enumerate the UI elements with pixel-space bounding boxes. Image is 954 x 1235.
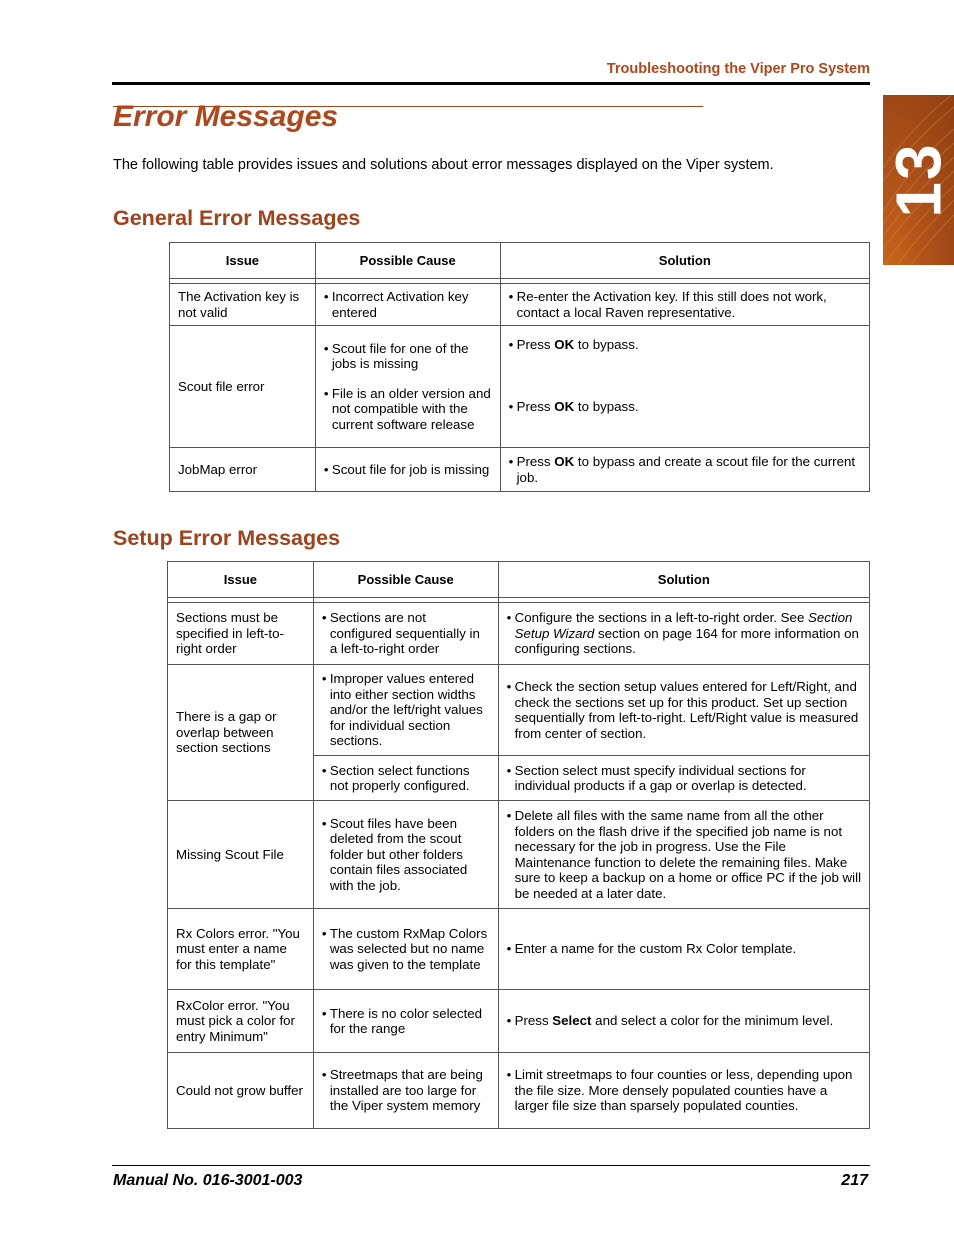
issue-cell: Rx Colors error. "You must enter a name for this template" xyxy=(176,925,300,972)
issue-cell: The Activation key is not valid xyxy=(178,289,300,320)
solution-cell: Limit streetmaps to four counties or less, depending upon the file size. More densely populated counties have a larger file size than sparsely populated counties. xyxy=(514,1067,853,1114)
cause-cell: Incorrect Activation key entered xyxy=(331,289,469,320)
header-rule xyxy=(112,82,870,85)
cause-cell: There is no color selected for the range xyxy=(329,1005,483,1036)
solution-cell: Delete all files with the same name from all the other folders on the flash drive if the specified job name is not necessary for the job in progress. Use the File Maintenance function to delete the remaining files. Make sure to keep a backup on a home or office PC if the job will be needed at a later date. xyxy=(514,808,862,901)
column-header-solution: Solution xyxy=(500,243,869,279)
column-header-issue: Issue xyxy=(168,562,314,598)
intro-paragraph: The following table provides issues and solutions about error messages displayed on the Viper system. xyxy=(113,157,774,173)
solution-cell: Press OK to bypass. xyxy=(516,337,639,352)
chapter-tab xyxy=(883,95,954,265)
table-row: Sections must be specified in left-to-right order • Sections are not configured sequentially in a left-to-right order • Configure the sections in a left-to-right order. See Section Setup Wizard section on page 164 for more information on configuring sections. xyxy=(168,603,870,665)
cause-cell: The custom RxMap Colors was selected but no name was given to the template xyxy=(329,925,488,972)
issue-cell: Could not grow buffer xyxy=(176,1082,303,1098)
cause-cell: Streetmaps that are being installed are too large for the Viper system memory xyxy=(329,1067,483,1114)
page-title: Error Messages xyxy=(113,100,339,133)
cause-cell: File is an older version and not compatible with the current software release xyxy=(331,385,491,432)
table-row: The Activation key is not valid • Incorrect Activation key entered • Re-enter the Activation key. If this still does not work, contact a local Raven representative. xyxy=(170,284,870,326)
page-number: 217 xyxy=(841,1172,868,1189)
setup-errors-heading: Setup Error Messages xyxy=(113,526,341,550)
column-header-solution: Solution xyxy=(498,562,869,598)
column-header-cause: Possible Cause xyxy=(315,243,500,279)
column-header-issue: Issue xyxy=(170,243,316,279)
table-row: Missing Scout File • Scout files have been deleted from the scout folder but other folders contain files associated with the job. • Delete all files with the same name from all the other folders on the flash drive if the specified job name is not necessary for the job in progress. Use the File Maintenance function to delete the remaining files. Make sure to keep a backup on a home or office PC if the job will be needed at a later date. xyxy=(168,801,870,909)
table-header-row xyxy=(170,243,870,279)
column-header-cause: Possible Cause xyxy=(313,562,498,598)
issue-cell: JobMap error xyxy=(178,461,258,477)
issue-cell: There is a gap or overlap between section sections xyxy=(176,709,277,756)
cause-cell: Sections are not configured sequentially in a left-to-right order xyxy=(329,610,480,657)
cause-cell: Improper values entered into either section widths and/or the left/right values for individual section sections. xyxy=(329,671,483,749)
table-row: RxColor error. "You must pick a color for entry Minimum" • There is no color selected for the range • Press Select and select a color for the minimum level. xyxy=(168,990,870,1053)
solution-cell: Press Select and select a color for the minimum level. xyxy=(514,1013,834,1029)
solution-cell: Press OK to bypass and create a scout file for the current job. xyxy=(516,454,856,485)
solution-cell: Enter a name for the custom Rx Color template. xyxy=(514,941,797,957)
table-row: There is a gap or overlap between section sections • Improper values entered into either section widths and/or the left/right values for individual section sections. • Check the section setup values entered for Left/Right, and check the sections set up for this product. Set up section sequentially from left-to-right. Left/Right value is measured from center of section. xyxy=(168,665,870,756)
solution-cell: Section select must specify individual sections for individual products if a gap or overlap is detected. xyxy=(514,762,807,793)
issue-cell: Missing Scout File xyxy=(176,846,284,862)
issue-cell: Scout file error xyxy=(178,378,265,394)
table-row: JobMap error • Scout file for job is missing • Press OK to bypass and create a scout file for the current job. xyxy=(170,448,870,492)
cause-cell: Section select functions not properly configured. xyxy=(329,762,470,793)
table-row: Rx Colors error. "You must enter a name for this template" • The custom RxMap Colors was selected but no name was given to the template • Enter a name for the custom Rx Color template. xyxy=(168,909,870,990)
setup-errors-table xyxy=(167,561,870,1129)
general-errors-heading: General Error Messages xyxy=(113,206,361,230)
manual-number: Manual No. 016-3001-003 xyxy=(113,1172,303,1189)
cause-cell: Scout files have been deleted from the scout folder but other folders contain files associated with the job. xyxy=(329,815,468,893)
solution-cell: Press OK to bypass. xyxy=(516,398,639,414)
table-row: Scout file error • Scout file for one of the jobs is missing • File is an older version and not compatible with the current software release • Press OK to bypass. • Press OK to bypass. xyxy=(170,326,870,448)
issue-cell: RxColor error. "You must pick a color for entry Minimum" xyxy=(176,997,295,1044)
cause-cell: Scout file for one of the jobs is missing xyxy=(331,340,469,372)
solution-cell: Configure the sections in a left-to-right order. See Section Setup Wizard section on page 164 for more information on configuring sections. xyxy=(514,610,859,657)
solution-cell: Check the section setup values entered for Left/Right, and check the sections set up for this product. Set up section sequentially from left-to-right. Left/Right value is measured from center of section. xyxy=(514,679,859,741)
chapter-number: 13 xyxy=(883,142,954,218)
table-row: • Section select functions not properly configured. • Section select must specify individual sections for individual products if a gap or overlap is detected. xyxy=(168,756,870,801)
running-header-title: Troubleshooting the Viper Pro System xyxy=(606,61,870,77)
general-errors-table xyxy=(169,242,870,492)
solution-cell: Re-enter the Activation key. If this still does not work, contact a local Raven representative. xyxy=(516,289,827,320)
issue-cell: Sections must be specified in left-to-right order xyxy=(176,610,284,657)
cause-cell: Scout file for job is missing xyxy=(331,461,490,477)
table-header-row xyxy=(168,562,870,598)
table-row: Could not grow buffer • Streetmaps that are being installed are too large for the Viper system memory • Limit streetmaps to four counties or less, depending upon the file size. More densely populated counties have a larger file size than sparsely populated counties. xyxy=(168,1053,870,1129)
footer-rule xyxy=(112,1165,870,1166)
